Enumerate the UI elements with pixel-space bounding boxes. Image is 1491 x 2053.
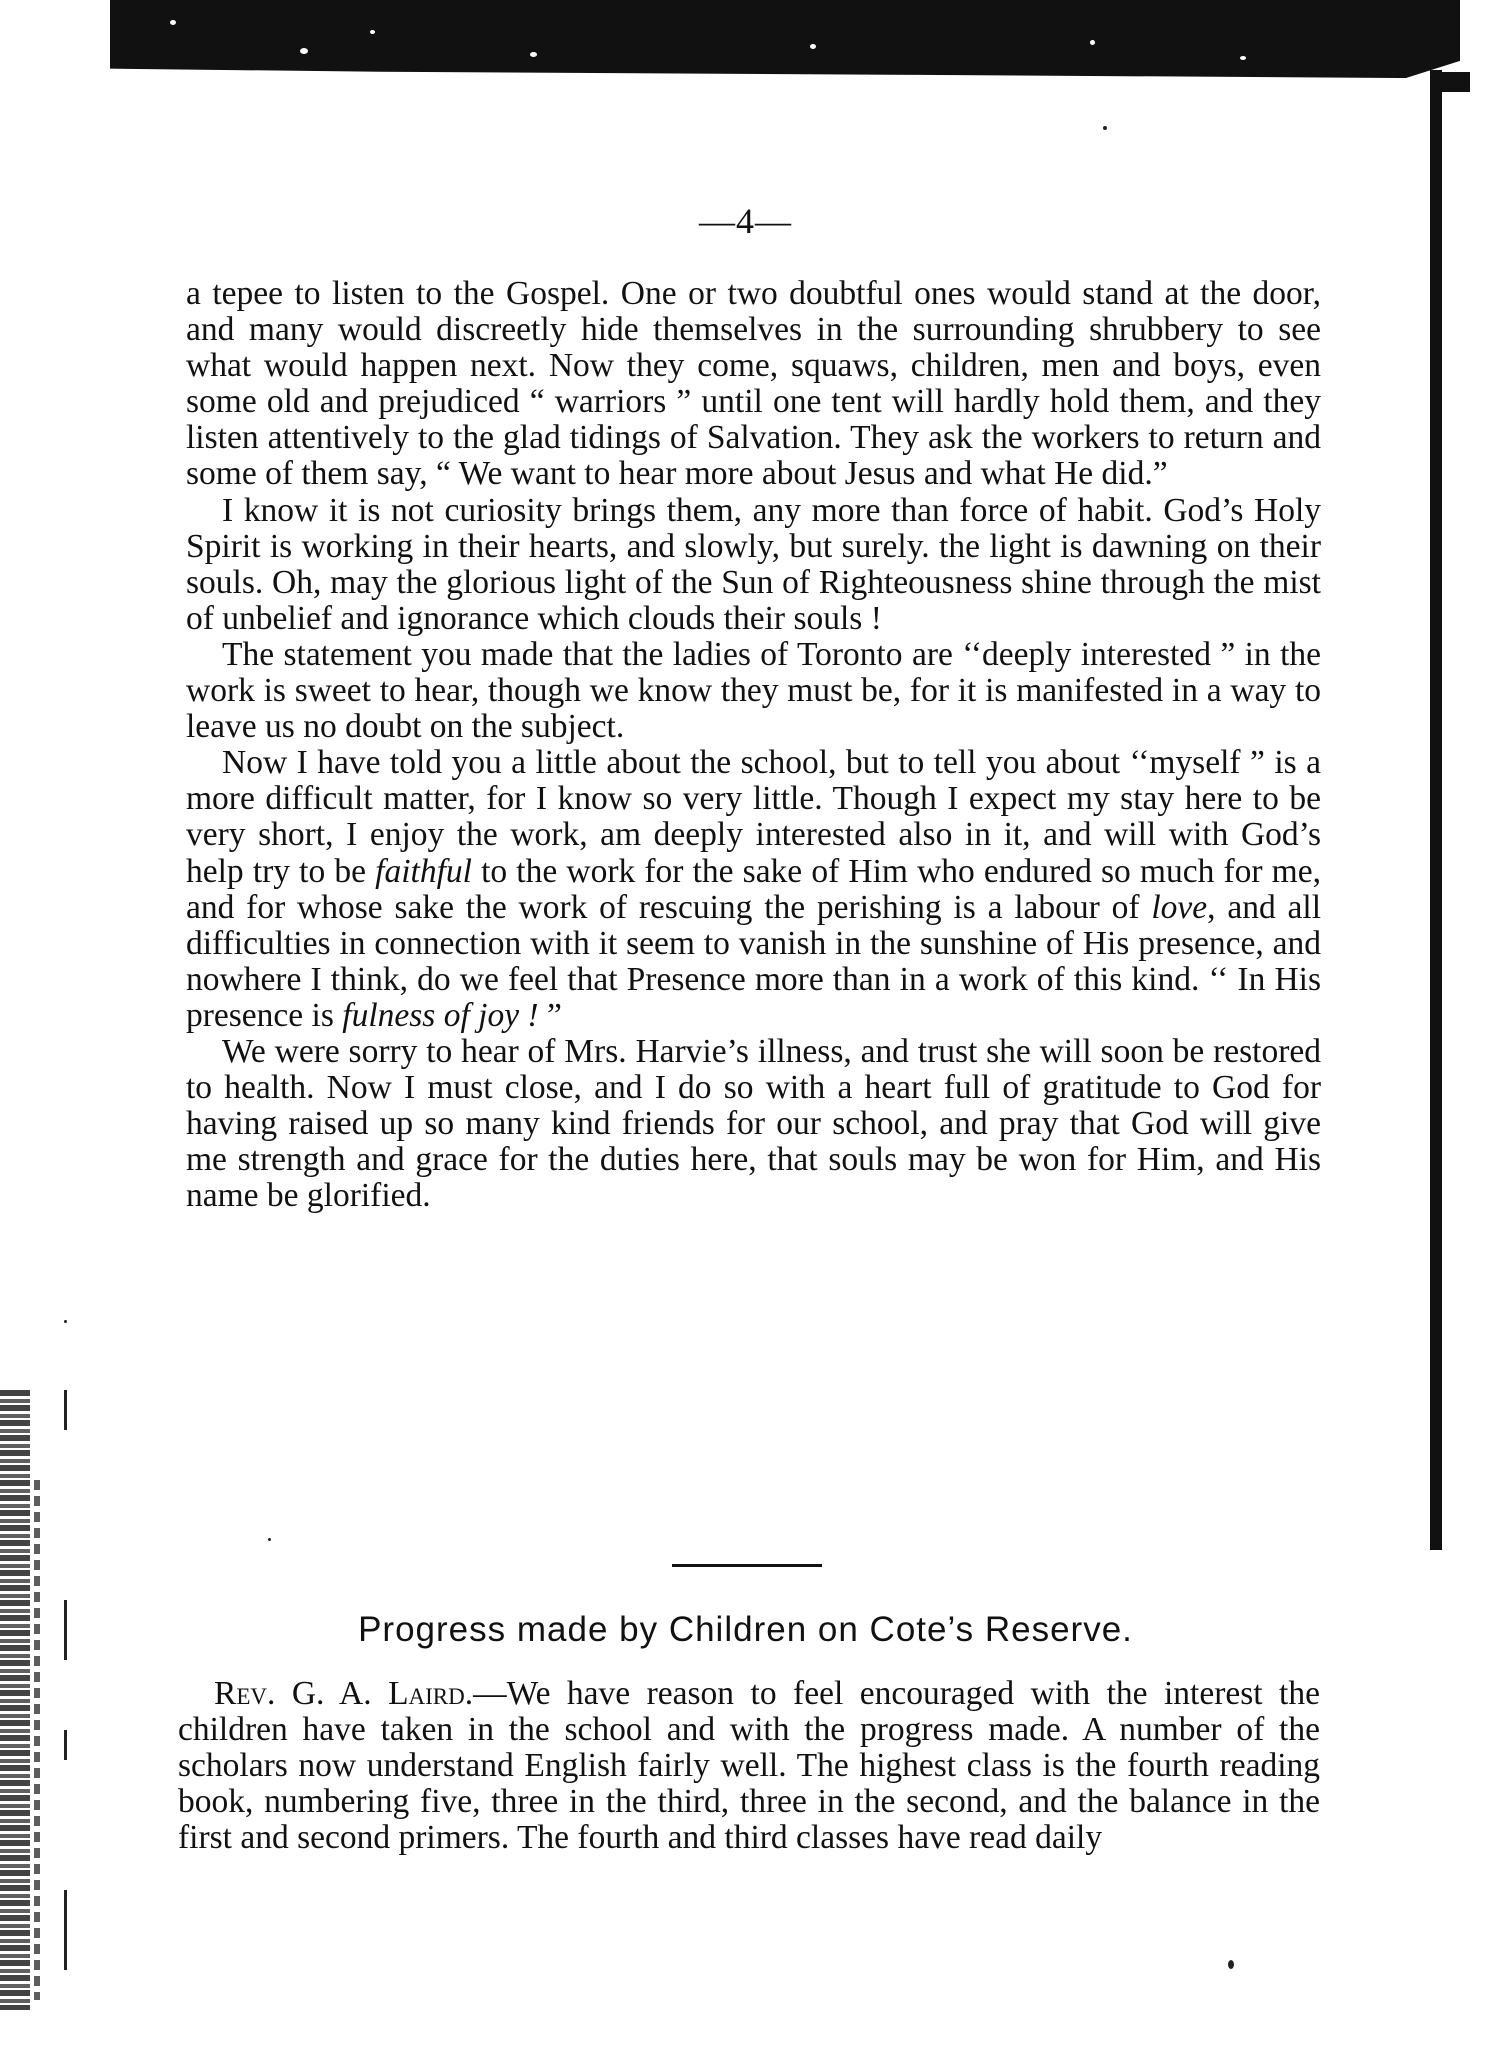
page-number: —4— [699,201,792,241]
emphasis-love: love [1151,888,1208,926]
letter-body [186,276,1321,1214]
paragraph-5: We were sorry to hear of Mrs. Harvie’s illness, and trust she will soon be restored to health. Now I must close, and I do so with a heart full of gratitude to God for having raised up so many kind friends for our school, and pray that God will give me strength and grace for the duties here, that souls may be won for Him, and His name be glorified. [186,1032,1321,1215]
paragraph-4-part-c: , and all difficulties in connection with it seem to vanish in the sunshine of His presence, and nowhere I think, do we feel that Presence more than in a work of this kind. ‘‘ In His presence is [186,888,1322,1034]
speaker-name: Rev. G. A. Laird. [214,1675,474,1712]
paragraph-4-part-a: Now I have told you a little about the school, but to tell you about ‘‘myself ” is a more difficult matter, for I know so very little. Though I expect my stay here to be very short, I enjoy the work, am deeply interested also in it, and will with God’s help try to be [186,744,1321,890]
paragraph-3: The statement you made that the ladies of Toronto are ‘‘deeply interested ” in the work is sweet to hear, though we know they must be, for it is manifested in a way to leave us no doubt on the subject. [186,635,1321,746]
emphasis-faithful: faithful [375,852,472,890]
scan-left-mark [64,1730,67,1760]
scan-left-mark [64,1890,67,1970]
paragraph-4-part-b: to the work for the sake of Him who endured so much for me, and for whose sake the work of rescuing the perishing is a labour of [186,852,1321,926]
paragraph-4 [186,745,1321,1034]
scan-right-border [1430,70,1442,1550]
section-body [178,1676,1320,1856]
section-heading: Progress made by Children on Cote’s Reserve. [358,1610,1133,1649]
scan-left-binding [0,1390,30,2010]
scan-left-mark [64,1390,67,1430]
scan-left-binding-line [34,1480,40,2000]
section-divider [672,1564,822,1567]
scan-top-border [110,0,1460,78]
emphasis-fulness-of-joy: fulness of joy ! [342,996,539,1034]
section-paragraph [178,1676,1320,1856]
paragraph-1: a tepee to listen to the Gospel. One or two doubtful ones would stand at the door, and many would discreetly hide themselves in the surrounding shrubbery to see what would happen next. Now they come, squaws, children, men and boys, even some old and prejudiced “ warriors ” until one tent will hardly hold them, and they listen attentively to the glad tidings of Salvation. They ask the workers to return and some of them say, “ We want to hear more about Jesus and what He did.” [186,275,1321,493]
scan-speck [268,1538,271,1541]
scan-speck [1103,126,1107,130]
paragraph-4-part-d: ” [538,996,562,1034]
paragraph-2: I know it is not curiosity brings them, any more than force of habit. God’s Holy Spirit is working in their hearts, and slowly, but surely. the light is dawning on their souls. Oh, may the glorious light of the Sun of Righteousness shine through the mist of unbelief and ignorance which clouds their souls ! [186,491,1321,637]
scan-speck [64,1320,67,1323]
scan-speck [1228,1960,1234,1969]
section-text: —We have reason to feel encouraged with the interest the children have taken in the school and with the progress made. A number of the scholars now understand English fairly well. The highest class is the fourth reading book, numbering five, three in the third, three in the second, and the balance in the first and second primers. The fourth and third classes have read daily [178,1675,1320,1857]
